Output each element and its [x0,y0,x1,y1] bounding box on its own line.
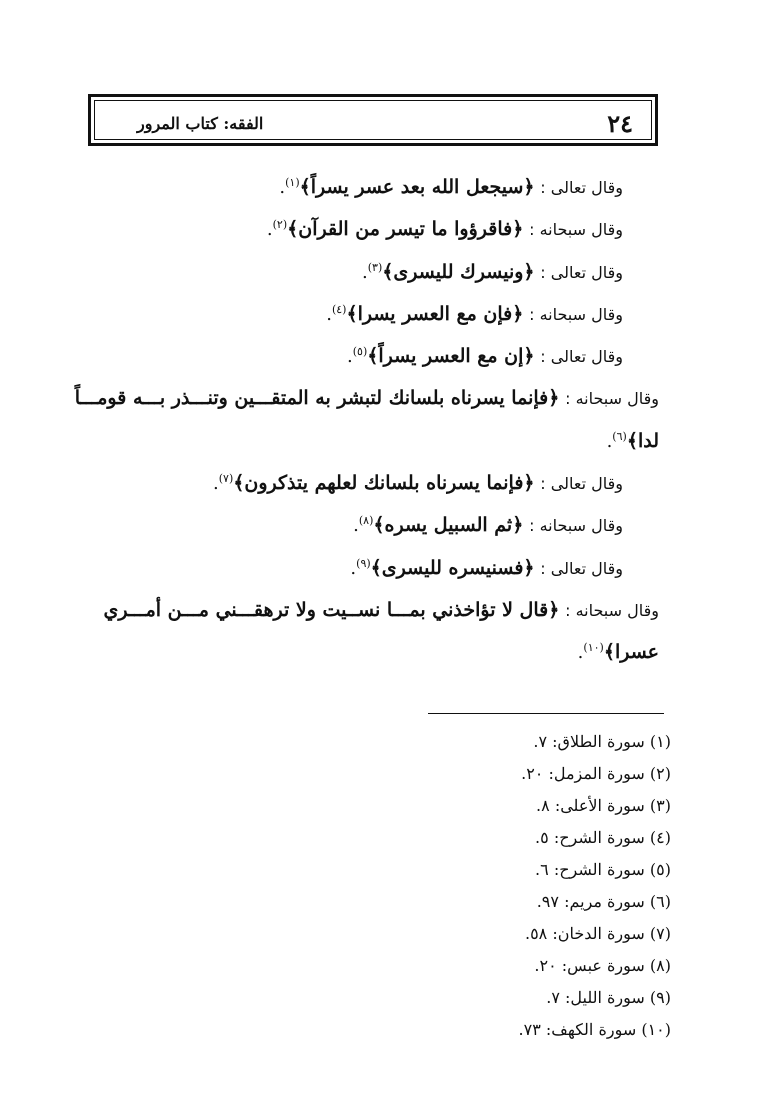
footnote-ref: (٤) [331,303,347,316]
verse-quote: ﴿فسنيسره لليسرى﴾ [370,557,535,579]
verse-quote: ﴿سيجعل الله بعد عسر يسراً﴾ [299,176,535,198]
footnote-ref: (٢) [272,218,288,231]
verse-quote: ﴿فإنما يسرناه بلسانك لعلهم يتذكرون﴾ [233,472,535,494]
verse-intro: وقال تعالى : [540,263,623,282]
verse-intro: وقال سبحانه : [565,601,659,620]
footnote-ref: (١٠) [583,641,604,654]
verse-line [267,212,623,243]
footnote-divider [428,713,664,714]
verse-line [104,593,659,624]
verse-intro: وقال تعالى : [540,347,623,366]
verse-quote: ﴿فاقرؤوا ما تيسر من القرآن﴾ [287,218,524,240]
verse-intro: وقال سبحانه : [565,389,659,408]
verse-end: . [347,346,353,367]
verse-intro: وقال سبحانه : [529,220,623,239]
footnote-ref: (٥) [352,345,368,358]
verse-end: . [326,304,332,325]
verse-intro: وقال تعالى : [540,178,623,197]
verse-end: . [266,219,273,240]
verse-quote: ﴿ثم السبيل يسره﴾ [373,514,524,536]
verse-line [326,297,623,328]
footnote-ref: (٣) [367,261,383,274]
footnote: (٤) سورة الشرح: ٥. [535,828,671,847]
footnote-ref: (٦) [612,430,627,443]
verse-end: . [350,558,357,579]
page-header [88,94,658,146]
verse-quote: ﴿إن مع العسر يسراً﴾ [367,345,535,367]
verse-end: . [606,431,613,452]
header-frame [94,100,652,140]
footnote-ref: (٩) [356,557,371,570]
verse-quote: ﴿قال لا تؤاخذني بمـــا نســيت ولا ترهقـــني مـــن أمـــري [103,599,560,621]
footnote: (٣) سورة الأعلى: ٨. [536,796,671,815]
verse-intro: وقال سبحانه : [529,305,623,324]
verse-end: . [212,473,219,494]
verse-quote: لدا﴾ [626,430,659,452]
footnote: (٥) سورة الشرح: ٦. [535,860,671,879]
page-number: ٢٤ [607,109,633,138]
footnote: (١٠) سورة الكهف: ٧٣. [518,1020,671,1039]
footnote: (٢) سورة المزمل: ٢٠. [521,764,671,783]
verse-line [578,635,659,666]
verse-line [213,466,623,497]
footnote-ref: (٨) [358,514,374,527]
verse-line [75,381,659,412]
verse-line [607,424,659,455]
verse-line [353,508,623,539]
footnote: (٦) سورة مريم: ٩٧. [536,892,671,911]
footnote-ref: (٧) [218,472,234,485]
verse-line [350,551,623,582]
footnote: (١) سورة الطلاق: ٧. [533,732,671,751]
verse-end: . [362,262,368,283]
verse-intro: وقال تعالى : [540,559,623,578]
verse-end: . [577,642,584,663]
verse-quote: ﴿ونيسرك لليسرى﴾ [382,261,535,283]
verse-line [347,339,623,370]
footnote: (٧) سورة الدخان: ٥٨. [524,924,671,943]
footnote: (٨) سورة عبس: ٢٠. [534,956,671,975]
footnote: (٩) سورة الليل: ٧. [546,988,671,1007]
footnote-ref: (١) [285,176,300,189]
verse-intro: وقال سبحانه : [529,516,623,535]
verse-quote: ﴿فإنما يسرناه بلسانك لتبشر به المتقـــين وتنـــذر بـــه قومـــاً [74,387,560,409]
verse-quote: عسرا﴾ [603,641,659,663]
verse-end: . [279,177,286,198]
running-title: الفقه: كتاب المرور [137,114,264,133]
verse-quote: ﴿فإن مع العسر يسرا﴾ [346,303,524,325]
verse-line [279,170,623,201]
verse-end: . [353,515,359,536]
verse-intro: وقال تعالى : [540,474,623,493]
verse-line [362,255,623,286]
